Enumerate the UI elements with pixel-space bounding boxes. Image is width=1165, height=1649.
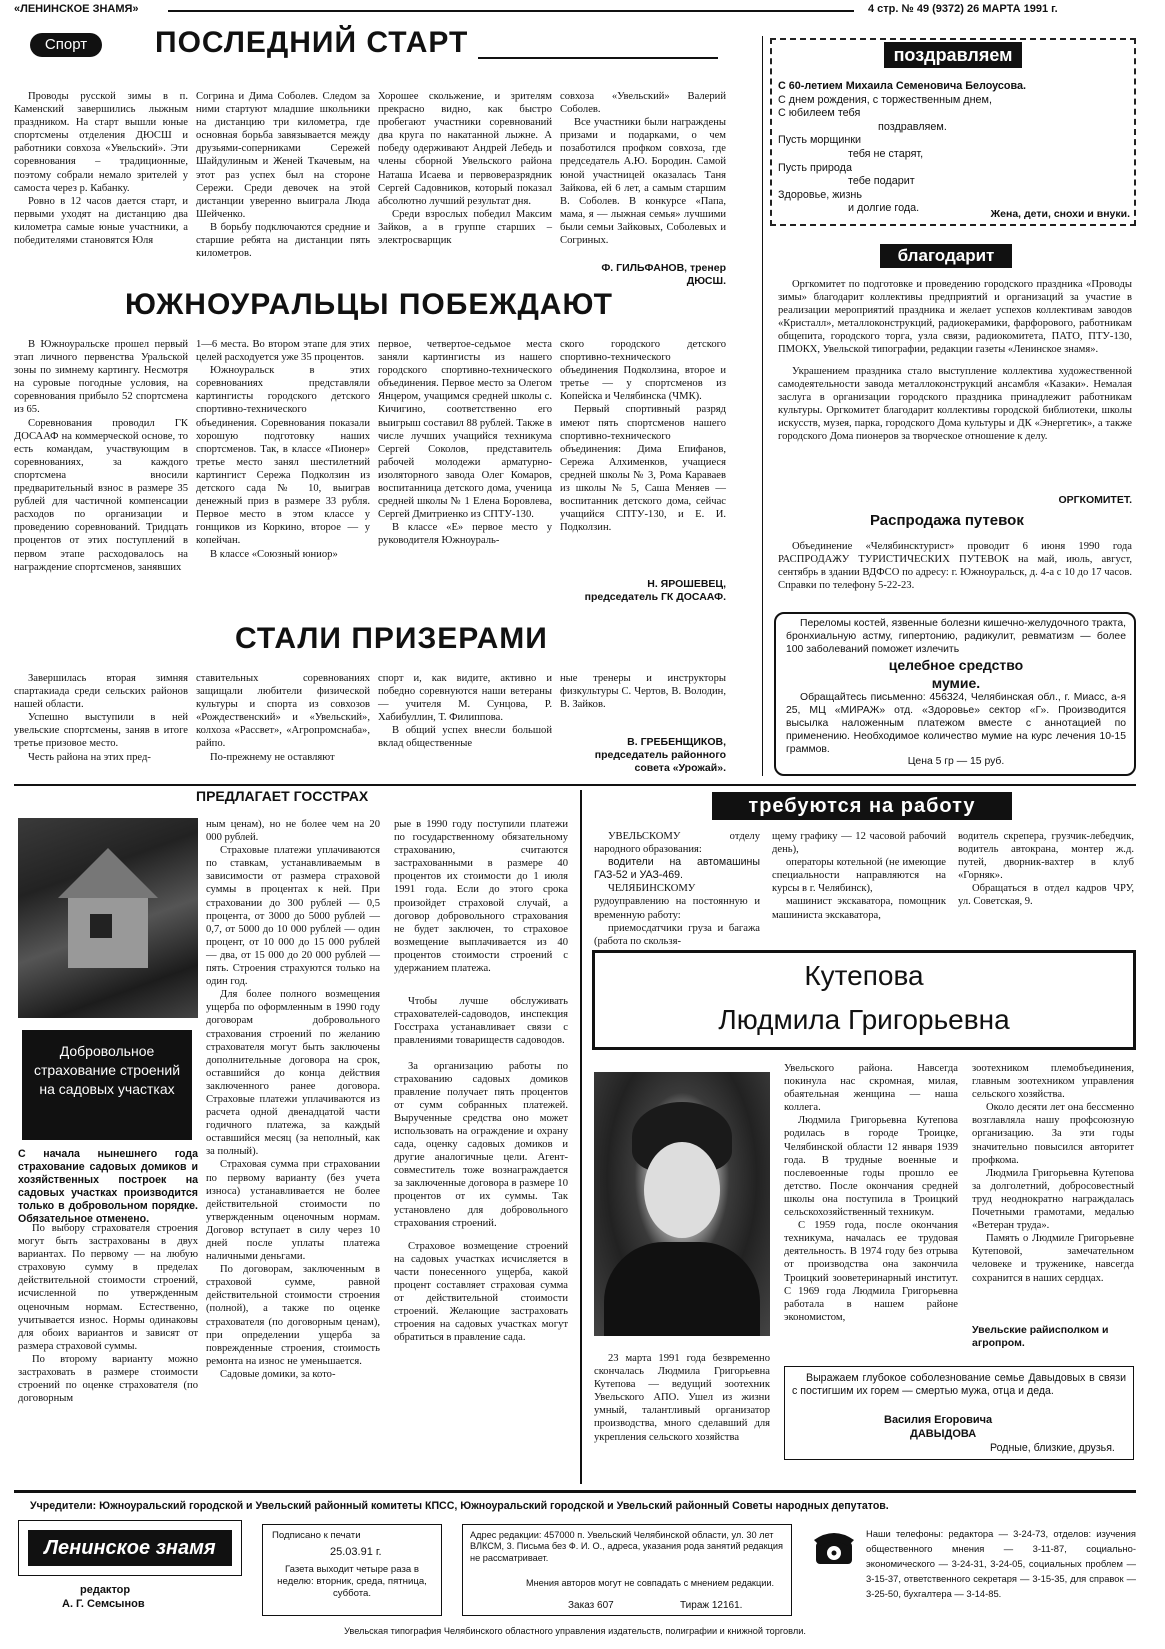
paper-name: «ЛЕНИНСКОЕ ЗНАМЯ»	[14, 3, 139, 15]
footer-order: Заказ 607	[568, 1600, 614, 1611]
thanks-text: Оргкомитет по подготовке и проведению городского праздника «Проводы зимы» благодарит коллективы предприятий и организаций за участие в реализации мероприятий праздника и желает успехов коллективам заводов «Кристалл», металлоконструкций, радиокерамики, фарфорового, работникам общепита, городского торга, узла связи, радиокомитета, ПАТО, ПТУ-130, ПМОКХ, Увельской типографии, редакции газеты «Ленинское знамя». Украшением праздника стало выступление коллектива художественной самодеятельности завода металлоконструкций ансамбля «Казаки». Немалая заслуга в организации городского праздника принадлежит работникам культуры. Оргкомитет благодарит коллективы городской библиотеки, школы искусств, музея, парка, городского Дома культуры и ДК «Энергетик», а также городского Дома пионеров за творческое отношение к делу.	[778, 279, 1132, 443]
winners-col-3: спорт и, как видите, активно и победно соревнуются наши ветераны — учителя М. Сунцова, Р. Хабибуллин, Т. Филиппова. В общий успех внесли большой вклад общественные	[378, 673, 552, 750]
gosstrah-banner: Добровольное страхование строений на садовых участках	[22, 1030, 192, 1140]
gosstrah-col-2: ным ценам), но не более чем на 20 000 рублей. Страховые платежи уплачиваются по ставкам, устанавливаемым в зависимости от размера страховой суммы в процентах к ней. При страховании до 300 рублей — 0,5 процента, от 3000 до 5000 рублей — 0,7, от 5000 до 10 000 рублей — один процент, от 10 000 до 15 000 рублей — два, от 15 000 до 20 000 рублей — пять. Строения страхуются только на один год. Для более полного возмещения ущерба по оформленным в 1990 году договорам добровольного страхования строений по желанию страхователя могут быть заключены дополнительные договора на срок, оставшийся до конца действия заключенного ранее договора. Страховые платежи уплачиваются из расчета одной двенадцатой части годичного платежа, за каждый оставшийся месяц (за неполный, как за полный). Страховая сумма при страховании по первому варианту (без учета износа) устанавливается не более действительной стоимости по утвержденным оценочным нормам. Договор вступает в силу через 10 дней после уплаты платежа наличными деньгами. По договорам, заключенным в страховой сумме, равной действительной стоимости строения (полной), а также по оценке страхователя (по договорным ценам), при определении ущерба за поврежденные строения, стоимость ремонта на износ не уменьшается. Садовые домики, за кото-	[206, 819, 380, 1380]
obituary-col-3: зоотехником племобъединения, главным зоотехником управления сельского хозяйства. Около десяти лет она бессменно возглавляла нашу профсоюзную организацию. За эти годы значительно повысился авторитет профкома. Людмила Григорьевна Кутепова за долголетний, добросовестный труд неоднократно награждалась Почетными грамотами, медалью «Ветеран труда». Память о Людмиле Григорьевне Кутеповой, замечательном человеке и труженике, навсегда сохранится в наших сердцах.	[972, 1063, 1134, 1284]
south-signature: Н. ЯРОШЕВЕЦ, председатель ГК ДОСААФ.	[584, 578, 726, 603]
obituary-surname: Кутепова	[804, 960, 924, 991]
portrait-shoulders	[604, 1242, 760, 1336]
footer-editor-title: редактор	[80, 1584, 131, 1596]
south-col-2: 1—6 места. Во втором этапе для этих целей расходуется уже 35 процентов. Южноуральск в этих соревнованиях представляли картингисты городского детского спортивно-технического объединения. Соревнования показали хорошую подготовку наших спортсменов. Так, в классе «Пионер» третье место занял шестилетний картингист Сережа Подколзин из детского сада № 10, выиграв денежный приз в размере 33 рубля. Первое место в этом классе у гонщиков из Коркино, второе — у копейчан. В классе «Союзный юниор»	[196, 339, 370, 560]
vertical-rule-right	[762, 36, 763, 776]
south-title: ЮЖНОУРАЛЬЦЫ ПОБЕЖДАЮТ	[125, 288, 613, 321]
winners-signature: В. ГРЕБЕНЩИКОВ, председатель районного совета «Урожай».	[594, 736, 726, 774]
obituary-col-2: Увельского района. Навсегда покинула нас скромная, милая, обаятельная женщина — наша коллега. Людмила Григорьевна Кутепова родилась в городе Троицке, Челябинской области 12 января 1939 года. В трудные военные и послевоенные годы прошло ее детство. После окончания средней школы она поступила в Троицкий сельскохозяйственный техникум. С 1959 года, после окончания техникума, началась ее трудовая деятельность. В 1974 году без отрыва от производства она закончила Троицкий зооветеринарный институт. С 1969 года Людмила Григорьевна работала в нашем районе экономистом,	[784, 1063, 958, 1323]
condolence-text: Выражаем глубокое соболезнование семье Давыдовых в связи с постигшим их горем — смертью мужа, отца и деда.	[792, 1372, 1126, 1398]
house-window	[90, 914, 112, 938]
footer-founders: Учредители: Южноуральский городской и Увельский районный комитеты КПСС, Южноуральский городской и Увельский районный Советы народных депутатов.	[30, 1500, 889, 1512]
thanks-signature: ОРГКОМИТЕТ.	[1058, 494, 1132, 506]
thanks-banner: благодарит	[880, 244, 1012, 268]
footer-address: Адрес редакции: 457000 п. Увельский Челябинской области, ул. 30 лет ВЛКСМ, 3. Письма без Ф. И. О., адреса, указания рода занятий редакция не рассматривает.	[470, 1530, 784, 1563]
travel-text: Объединение «Челябинсктурист» проводит 6 июня 1990 года РАСПРОДАЖУ ТУРИСТИЧЕСКИХ ПУТЕВОК на май, июль, август, сентябрь в здании ВДФСО по адресу: г. Южноуральск, д. 4-а с 10 до 17 часов. Справки по телефону 5-22-23.	[778, 541, 1132, 592]
jobs-col-1: УВЕЛЬСКОМУ отделу народного образования: водители на автомашины ГАЗ-52 и УАЗ-469. ЧЕЛЯБИНСКОМУ рудоуправлению на постоянную и временную работу: приемосдатчики груза и багажа (работа по скользя-	[594, 831, 760, 947]
condolence-signature: Родные, близкие, друзья.	[990, 1442, 1115, 1454]
gosstrah-title: ПРЕДЛАГАЕТ ГОССТРАХ	[190, 788, 374, 804]
travel-title: Распродажа путевок	[870, 512, 1024, 529]
sport-title: ПОСЛЕДНИЙ СТАРТ	[155, 26, 469, 59]
sport-col-2: Согрина и Дима Соболев. Следом за ними стартуют младшие школьники на дистанцию три километра, где основная борьба завязывается между друзьями-соперниками Сережей Шайдулиным и Женей Ткачевым, на этот раз успех был на стороне Сережи. Среди девочек на этой дистанции уверенно выиграла Люда Шейченко. В борьбу подключаются средние и старшие ребята на дистанции пять километров.	[196, 91, 370, 260]
telephone-icon	[812, 1528, 856, 1568]
mumie-text: Переломы костей, язвенные болезни кишечно-желудочного тракта, бронхиальную астму, гипертонию, радикулит, ревматизм — более 100 заболеваний поможет излечить целебное средство мумие. Обращайтесь письменно: 456324, Челябинская обл., г. Миасс, а-я 25, МЦ «МИРАЖ» отд. «Здоровье» сектор «Г». Производится высылка наложенным платежом вместе с аннотацией по применению. Необходимое количество мумие на курс лечения 10-15 граммов. Цена 5 гр — 15 руб.	[786, 618, 1126, 768]
south-col-4: ского городского детского спортивно-технического объединения Подколзина, второе и третье — у спортсменов из Копейска и Челябинска (ЧМК). Первый спортивный разряд имеют пять спортсменов нашего спортивно-технического объединения: Дима Епифанов, Сережа Алхименков, учащиеся средней школы № 3, Рома Караваев из школы № 5, Саша Меняев — воспитанник детского дома, сейчас учащийся СПТУ-130, и Е. И. Подколзин.	[560, 339, 726, 534]
rubric-sport: Спорт	[30, 33, 102, 57]
house-roof	[58, 848, 158, 898]
footer-circulation: Тираж 12161.	[680, 1600, 743, 1611]
gosstrah-right-rule	[580, 790, 582, 1484]
footer-editor-name: А. Г. Семсынов	[62, 1598, 145, 1610]
sport-col-1: Проводы русской зимы в п. Каменский завершились лыжным праздником. На старт вышли юные спортсмены отделения ДЮСШ и работники совхоза «Увельский». Эти соревнования – традиционные, поэтому собрали немало зрителей у самоста через р. Кабанку. Ровно в 12 часов дается старт, и первыми уходят на дистанцию два километра самые юные участники, а победителями становятся Юля	[14, 91, 188, 247]
winners-col-1: Завершилась вторая зимняя спартакиада среди сельских районов нашей области. Успешно выступили в ней увельские спортсмены, заняв в итоге третье призовое место. Честь района на этих пред-	[14, 673, 188, 763]
obituary-signature: Увельские райисполком и агропром.	[972, 1324, 1109, 1349]
footer-rule-top	[14, 1490, 1136, 1493]
sport-signature: Ф. ГИЛЬФАНОВ, тренер ДЮСШ.	[601, 262, 726, 287]
winners-col-2: ставительных соревнованиях защищали любители физической культуры и спорта из совхозов «Рождественский» и «Увельский», колхоза «Рассвет», «Агропромснаба», райпо. По-прежнему не оставляют	[196, 673, 370, 763]
gosstrah-col-3: рые в 1990 году поступили платежи по государственному обязательному страхованию, считаются застрахованными в размере 40 процентов их стоимости до 1 июля 1991 года. Если до этого срока произойдет страховой случай, а договор добровольного страхования не будет заключен, то страховое возмещение выплачивается из 40 процентов стоимости строений с удержанием платежа. Чтобы лучше обслуживать страхователей-садоводов, инспекция Госстраха устанавливает связи с правлениями товариществ садоводов. За организацию работы по страхованию садовых домиков правление получает пять процентов от сумм собранных платежей. Вырученные средства оно может использовать на ограждение и охрану сада, оценку садовых домиков и другие аналогичные цели. Агент-совместитель тоже вознаграждается за заключенные договора в размере 10 процентов от их суммы. Так установлено для добровольного страхования строений. Страховое возмещение строений на садовых участках исчисляется в части понесенного ущерба, какой процент составляет страховая сумма от действительной стоимости строений. Желающие застраховать строения на садовых участках могут обратиться в правление сада.	[394, 819, 568, 1344]
masthead-rule	[168, 10, 854, 12]
condolence-name-2: ДАВЫДОВА	[910, 1428, 977, 1440]
jobs-col-3: водитель скрепера, грузчик-лебедчик, водитель автокрана, монтер ж.д. путей, дворник-вахтер в клуб «Горняк». Обращаться в отдел кадров ЧРУ, ул. Советская, 9.	[958, 831, 1134, 908]
footer-printer: Увельская типография Челябинского областного управления издательств, полиграфии и книжной торговли.	[344, 1626, 806, 1636]
footer-print-date: 25.03.91 г.	[330, 1546, 382, 1558]
portrait-face	[644, 1142, 720, 1238]
sport-col-3: Хорошее скольжение, и зрителям прекрасно видно, как быстро пробегают участники соревнований два круга по накатанной лыжне. А победу одерживают Андрей Лебедь и члены сборной Увельского района Наташа Исаева и первоверазрядник Сергей Садовников, который показал абсолютно лучший результат дня. Среди взрослых победил Максим Зайков, а в группе старших – электросварщик	[378, 91, 552, 247]
congrats-banner: поздравляем	[884, 42, 1022, 68]
jobs-col-2: щему графику — 12 часовой рабочий день), операторы котельной (не имеющие специальности направляются на курсы в г. Челябинск), машинист экскаватора, помощник машиниста экскаватора,	[772, 831, 946, 921]
house-photo	[18, 818, 198, 1018]
footer-phones: Наши телефоны: редактора — 3-24-73, отделов: изучения общественного мнения — 3-11-87, социально-экономического — 3-24-31, 3-24-05, социальных проблем — 3-15-37, ответственного секретаря — 3-15-35, для справок — 3-25-50, бухгалтера — 3-14-85.	[866, 1528, 1136, 1599]
congrats-signature: Жена, дети, снохи и внуки.	[990, 208, 1130, 220]
winners-col-4: ные тренеры и инструкторы физкультуры С. Чертов, В. Володин, В. Зайков.	[560, 673, 726, 711]
gosstrah-lead: С начала нынешнего года страхование садовых домиков и хозяйственных построек на садовых участках производится только в добровольном порядке. Обязательное отменено.	[18, 1148, 198, 1225]
footer-print-label: Подписано к печати	[272, 1530, 361, 1541]
condolence-name-1: Василия Егоровича	[884, 1414, 993, 1426]
footer-schedule: Газета выходит четыре раза в неделю: вторник, среда, пятница, суббота.	[277, 1564, 427, 1599]
footer-disclaimer: Мнения авторов могут не совпадать с мнением редакции.	[525, 1578, 775, 1588]
south-col-1: В Южноуральске прошел первый этап личного первенства Уральской зоны по зимнему картингу. Несмотря на суровые погодные условия, на соревнования прибыло 52 спортсмена из 65. Соревнования проводил ГК ДОСААФ на коммерческой основе, то есть командам, участвующим в соревнованиях, за каждого спортсмена вносили предварительный взнос в размере 35 рублей для частичной компенсации расходов по организации и проведению соревнований. Тридцать процентов от этих поступлений в первом этапе расходовалось на награждение спортсменов, занявших	[14, 339, 188, 573]
south-col-3: первое, четвертое-седьмое места заняли картингисты из нашего городского спортивно-технического объединения. Первое место за Олегом Янцером, учащимся средней школы с. Кичигино, соответственно его выигрыш составил 88 рублей. Также в числе лучших учащийся техникума Сергей Соколов, представитель рабочей молодежи арматурно-изоляторного завода Олег Комаров, воспитанница детского дома, ученица средней школы № 1 Елена Боровлева, Сергей Дмитриенко из СПТУ-130. В классе «Е» первое место у руководителя Южноураль-	[378, 339, 552, 547]
obituary-col-1: 23 марта 1991 года безвременно скончалась Людмила Григорьевна Кутепова — ведущий зоотехник Увельского АПО. Ушел из жизни умный, талантливый организатор производства, много сделавший для укрепления сельского хозяйства	[594, 1353, 770, 1443]
obituary-name: Людмила Григорьевна	[718, 1004, 1010, 1035]
footer-logo: Ленинское знамя	[28, 1530, 232, 1566]
section-divider	[14, 784, 1136, 786]
jobs-banner: требуются на работу	[712, 792, 1012, 820]
winners-title: СТАЛИ ПРИЗЕРАМИ	[235, 622, 548, 655]
sport-col-4: совхоза «Увельский» Валерий Соболев. Все участники были награждены призами и подарками, о чем позаботился профком совхоза, где председатель А.Ю. Бородин. Самой юной участницей оказалась Таня Зайкова, ей 6 лет, а самым старшим В. Соболев. В конкурсе «Папа, мама, я — лыжная семья» лучшими были семьи Зайковых, Соболевых и Согриных.	[560, 91, 726, 247]
gosstrah-col-1: По выбору страхователя строения могут быть застрахованы в двух вариантах. По первому — на любую страховую сумму в пределах действительной стоимости строений, исчисленной по утвержденным оценочным нормам. Естественно, учитывается износ. Нормы одинаковы для обоих вариантов и зависят от размера страховой суммы. По второму варианту можно застраховать в размере стоимости строений по оценке страхователя (по договорным	[18, 1223, 198, 1405]
telephone-icon-svg	[812, 1528, 856, 1568]
portrait-photo	[594, 1072, 770, 1336]
congrats-lines: С 60-летием Михаила Семеновича Белоусова. С днем рождения, с торжественным днем, С юбилеем тебя поздравляем. Пусть морщинки тебя не старят, Пусть природа тебе подарит Здоровье, жизнь и долгие года.	[778, 80, 1026, 215]
sport-title-rule	[478, 57, 718, 59]
issue-line: 4 стр. № 49 (9372) 26 МАРТА 1991 г.	[868, 3, 1058, 15]
